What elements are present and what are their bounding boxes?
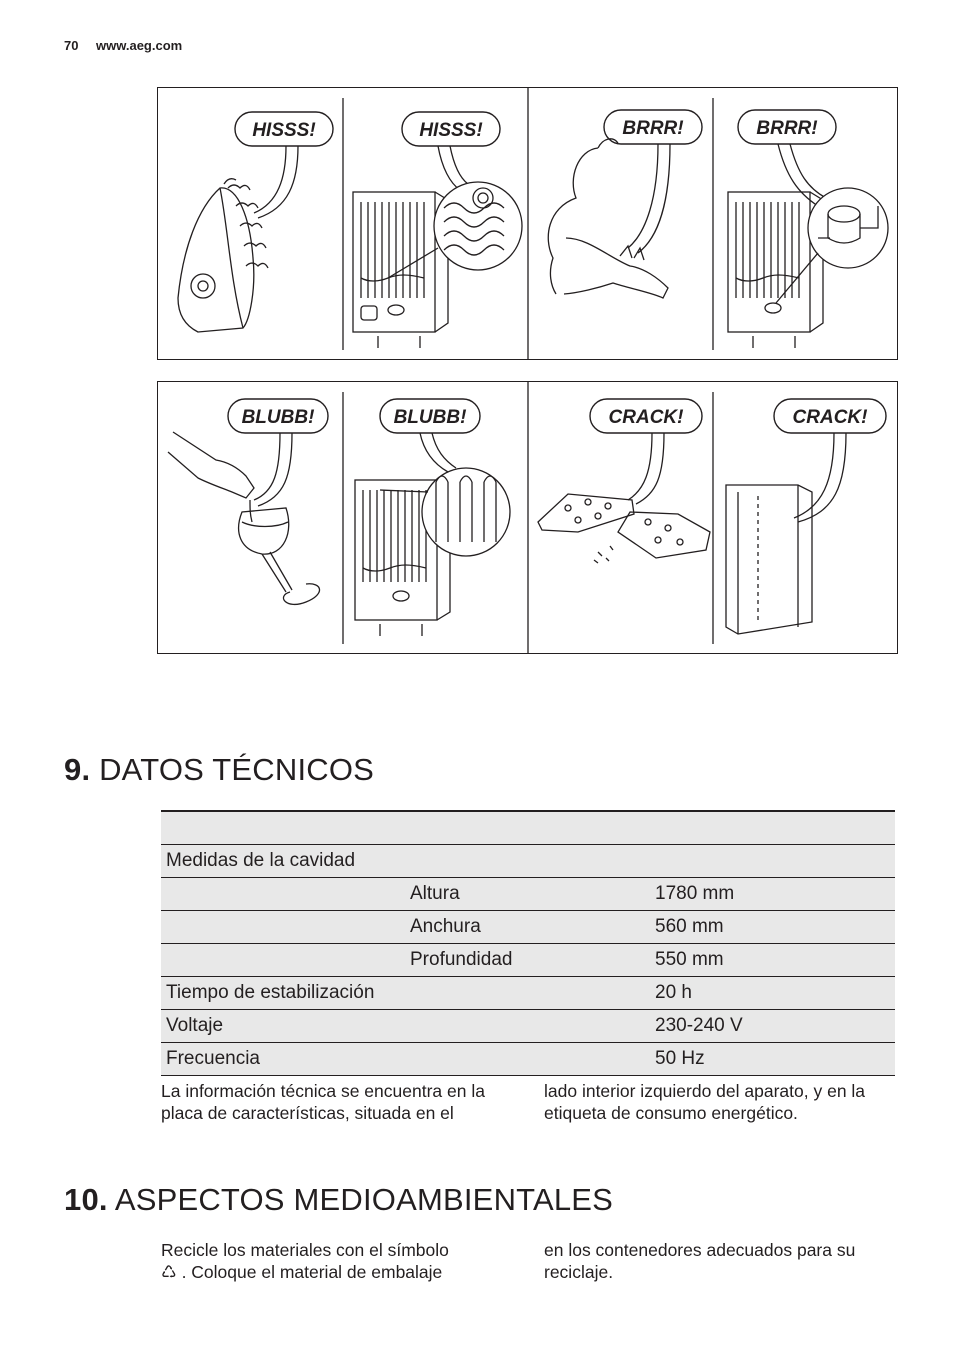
table-cell: Altura	[410, 883, 460, 904]
noise-illustration-row-1	[157, 87, 898, 360]
noise-illustration-row-2-svg	[158, 382, 897, 653]
environment-text-left	[161, 1239, 511, 1283]
environment-text-line-2: . Coloque el material de embalaje	[176, 1262, 443, 1282]
website-link[interactable]: www.aeg.com	[96, 38, 183, 53]
technical-info-text-right: lado interior izquierdo del aparato, y en la etiqueta de consumo energético.	[544, 1081, 866, 1123]
table-cell: Medidas de la cavidad	[166, 850, 356, 871]
table-cell: 560 mm	[655, 916, 724, 937]
environment-text-line-1: Recicle los materiales con el símbolo	[161, 1240, 449, 1260]
table-cell: Profundidad	[410, 949, 513, 970]
section-10-heading	[64, 1182, 613, 1218]
table-cell: Frecuencia	[166, 1048, 260, 1069]
bubble-hisss-1: HISSS!	[252, 120, 316, 141]
technical-info-text-left: La información técnica se encuentra en la placa de características, situada en el	[161, 1081, 485, 1123]
table-cell: Voltaje	[166, 1015, 224, 1036]
bubble-brrr-1: BRRR!	[622, 118, 684, 139]
bubble-crack-2: CRACK!	[792, 407, 868, 428]
section-10-title: ASPECTOS MEDIOAMBIENTALES	[114, 1182, 614, 1217]
section-10-number: 10.	[64, 1182, 108, 1217]
table-cell: 550 mm	[655, 949, 724, 970]
table-row	[161, 1010, 895, 1043]
noise-illustration-row-1-svg	[158, 88, 897, 359]
table-row	[161, 878, 895, 911]
bubble-blubb-1: BLUBB!	[241, 407, 315, 428]
table-row	[161, 812, 895, 845]
section-9-heading	[64, 752, 374, 788]
table-cell: 1780 mm	[655, 883, 735, 904]
page-number: 70	[64, 38, 79, 53]
section-9-number: 9.	[64, 752, 91, 787]
table-cell: Anchura	[410, 916, 481, 937]
noise-illustration-row-2	[157, 381, 898, 654]
table-row	[161, 944, 895, 977]
bubble-blubb-2: BLUBB!	[393, 407, 467, 428]
bubble-brrr-2: BRRR!	[756, 118, 818, 139]
recycle-icon: ♺	[161, 1262, 177, 1282]
section-9-title: DATOS TÉCNICOS	[99, 752, 375, 787]
table-row	[161, 977, 895, 1010]
bubble-crack-1: CRACK!	[608, 407, 684, 428]
bubble-hisss-2: HISSS!	[419, 120, 483, 141]
environment-text-right: en los contenedores adecuados para su reciclaje.	[544, 1240, 856, 1282]
table-cell: Tiempo de estabilización	[166, 982, 375, 1003]
table-cell: 230-240 V	[655, 1015, 743, 1036]
table-row	[161, 845, 895, 878]
table-cell: 20 h	[655, 982, 692, 1003]
technical-data-table	[161, 810, 895, 1076]
table-row	[161, 1043, 895, 1076]
table-cell: 50 Hz	[655, 1048, 705, 1069]
table-row	[161, 911, 895, 944]
